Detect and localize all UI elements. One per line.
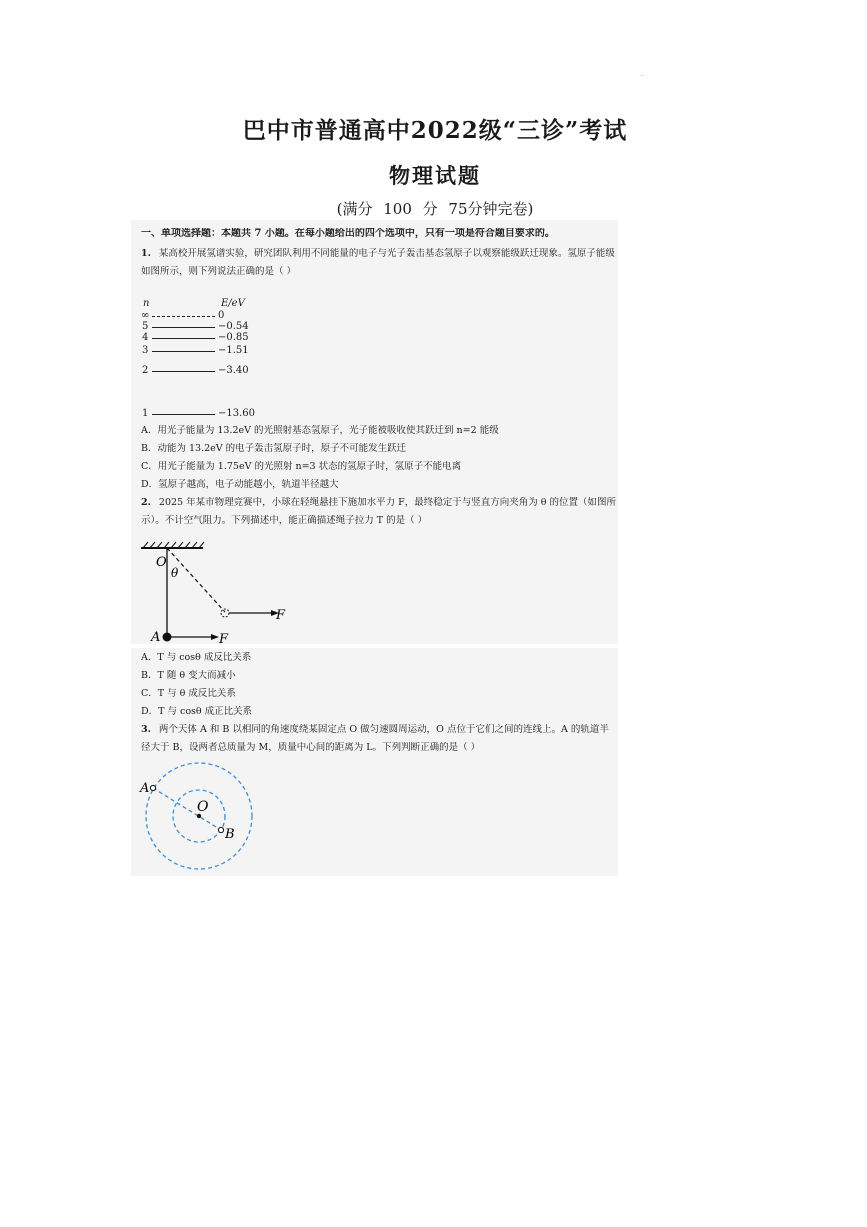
q3-text-line2: 径大于 B，设两者总质量为 M，质量中心间的距离为 L。下列判断正确的是（ ） bbox=[141, 742, 481, 753]
q1-option-d: D．氢原子越高，电子动能越小，轨道半径越大 bbox=[141, 479, 339, 490]
level-e-2: −3.40 bbox=[218, 365, 249, 376]
q2-text-line2: 示）。不计空气阻力。下列描述中，能正确描述绳子拉力 T 的是（ ） bbox=[141, 515, 428, 526]
q2-text-line1 bbox=[141, 497, 616, 509]
q1-option-a: A．用光子能量为 13.2eV 的光照射基态氢原子，光子能被吸收使其跃迁到 n=2 能级 bbox=[141, 425, 499, 436]
q1-text-line2: 如图所示，则下列说法正确的是（ ） bbox=[141, 266, 297, 277]
q2-number: 2. bbox=[141, 497, 151, 508]
q1-option-c: C．用光子能量为 1.75eV 的光照射 n=3 状态的氢原子时，氢原子不能电离 bbox=[141, 461, 462, 472]
force-arrowhead-bottom bbox=[211, 634, 219, 640]
level-e-inf: 0 bbox=[218, 310, 225, 321]
q3-text-line1 bbox=[141, 724, 616, 736]
level-e-4: −0.85 bbox=[218, 332, 249, 343]
level-n-inf: ∞ bbox=[141, 310, 150, 321]
q1-option-b: B．动能为 13.2eV 的电子轰击氢原子时，原子不可能发生跃迁 bbox=[141, 443, 407, 454]
q2-stem-1: 2025 年某市物理竞赛中，小球在轻绳悬挂下施加水平力 F，最终稳定于与竖直方向夹角为 θ 的位置（如图所 bbox=[158, 497, 616, 508]
q1-stem-1: 某高校开展氢谱实验，研究团队利用不同能量的电子与光子轰击基态氢原子以观察能级跃迁现象。氢原子能级 bbox=[158, 248, 615, 259]
level-line-2 bbox=[152, 371, 215, 372]
deflected-string bbox=[167, 548, 225, 612]
q2-option-c: C．T 与 θ 成反比关系 bbox=[141, 688, 236, 699]
level-n-1: 1 bbox=[142, 408, 149, 419]
level-line-4 bbox=[152, 338, 215, 339]
energy-axis-label: E/eV bbox=[221, 298, 245, 309]
ball-deflected bbox=[221, 609, 229, 617]
exam-title: 巴中市普通高中2022级“三诊”考试 bbox=[242, 117, 628, 144]
label-O: O bbox=[156, 555, 167, 570]
q2-option-a: A．T 与 cosθ 成反比关系 bbox=[141, 652, 252, 663]
exam-score-line: (满分 100 分 75分钟完卷) bbox=[336, 200, 534, 218]
label-A-body: A bbox=[140, 781, 150, 796]
connecting-line bbox=[153, 788, 221, 830]
q1-text-line1 bbox=[141, 248, 616, 260]
label-F-bottom: F bbox=[219, 632, 229, 646]
label-A: A bbox=[151, 630, 161, 645]
level-line-5 bbox=[152, 327, 215, 328]
body-A bbox=[150, 785, 155, 790]
level-e-5: −0.54 bbox=[218, 321, 249, 332]
level-line-inf bbox=[152, 316, 215, 317]
label-B-body: B bbox=[225, 827, 235, 842]
level-line-3 bbox=[152, 351, 215, 352]
n-axis-label: n bbox=[143, 298, 150, 309]
level-n-4: 4 bbox=[142, 332, 149, 343]
q2-option-d: D．T 与 cosθ 成正比关系 bbox=[141, 706, 253, 717]
exam-subject: 物理试题 bbox=[389, 163, 481, 188]
label-O-center: O bbox=[197, 799, 209, 815]
label-F-top: F bbox=[276, 608, 286, 623]
ball-rest bbox=[163, 633, 172, 642]
q1-number: 1. bbox=[141, 248, 151, 259]
orbit-diagram bbox=[131, 758, 271, 876]
level-n-5: 5 bbox=[142, 321, 149, 332]
q3-stem-1: 两个天体 A 和 B 以相同的角速度绕某固定点 O 做匀速圆周运动，O 点位于它们之间的连线上。A 的轨道半 bbox=[158, 724, 609, 735]
level-e-1: −13.60 bbox=[218, 408, 256, 419]
level-line-1 bbox=[152, 414, 215, 415]
level-n-2: 2 bbox=[142, 365, 149, 376]
pendulum-diagram bbox=[131, 540, 331, 646]
section-heading: 一、单项选择题：本题共 7 小题。在每小题给出的四个选项中，只有一项是符合题目要求的。 bbox=[141, 228, 555, 239]
level-e-3: −1.51 bbox=[218, 345, 249, 356]
label-theta: θ bbox=[171, 566, 179, 580]
q2-option-b: B．T 随 θ 变大而减小 bbox=[141, 670, 236, 681]
body-B bbox=[218, 827, 223, 832]
corner-mark: . bbox=[641, 71, 643, 78]
level-n-3: 3 bbox=[142, 345, 149, 356]
q3-number: 3. bbox=[141, 724, 151, 735]
